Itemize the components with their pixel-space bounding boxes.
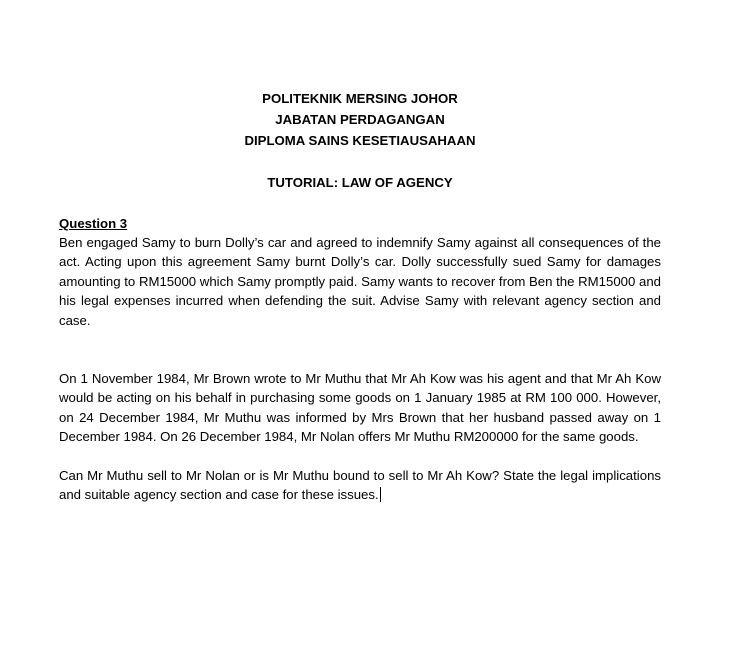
tutorial-title: TUTORIAL: LAW OF AGENCY [267,175,453,190]
question-paragraph-1: Ben engaged Samy to burn Dolly’s car and agreed to indemnify Samy against all consequences of the act. Acting upon this agreement Samy burnt Dolly’s car. Dolly successfully sued Samy for damages amounting to RM15000 which Samy promptly paid. Samy wants to recover from Ben the RM15000 and his legal expenses incurred when defending the suit. Advise Samy with relevant agency section and case. [59,235,661,328]
program-heading: DIPLOMA SAINS KESETIAUSAHAAN [244,133,476,148]
department-heading: JABATAN PERDAGANGAN [275,112,445,127]
question-heading: Question 3 [59,216,128,231]
spacer [59,447,661,466]
spacer [59,330,661,369]
document-page [59,88,661,504]
spacer [59,151,661,172]
question-paragraph-3-text: Can Mr Muthu sell to Mr Nolan or is Mr Muthu bound to sell to Mr Ah Kow? State the legal implications and suitable agency section and case for these issues. [59,467,661,503]
text-cursor [380,487,381,502]
institution-heading: POLITEKNIK MERSING JOHOR [262,91,458,106]
question-paragraph-2: On 1 November 1984, Mr Brown wrote to Mr Muthu that Mr Ah Kow was his agent and that Mr Ah Kow would be acting on his behalf in purchasing some goods on 1 January 1985 at RM 100 000. However, on 24 December 1984, Mr Muthu was informed by Mrs Brown that her husband passed away on 1 December 1984. On 26 December 1984, Mr Nolan offers Mr Muthu RM200000 for the same goods. [59,371,661,445]
question-paragraph-3[interactable] [59,466,661,505]
